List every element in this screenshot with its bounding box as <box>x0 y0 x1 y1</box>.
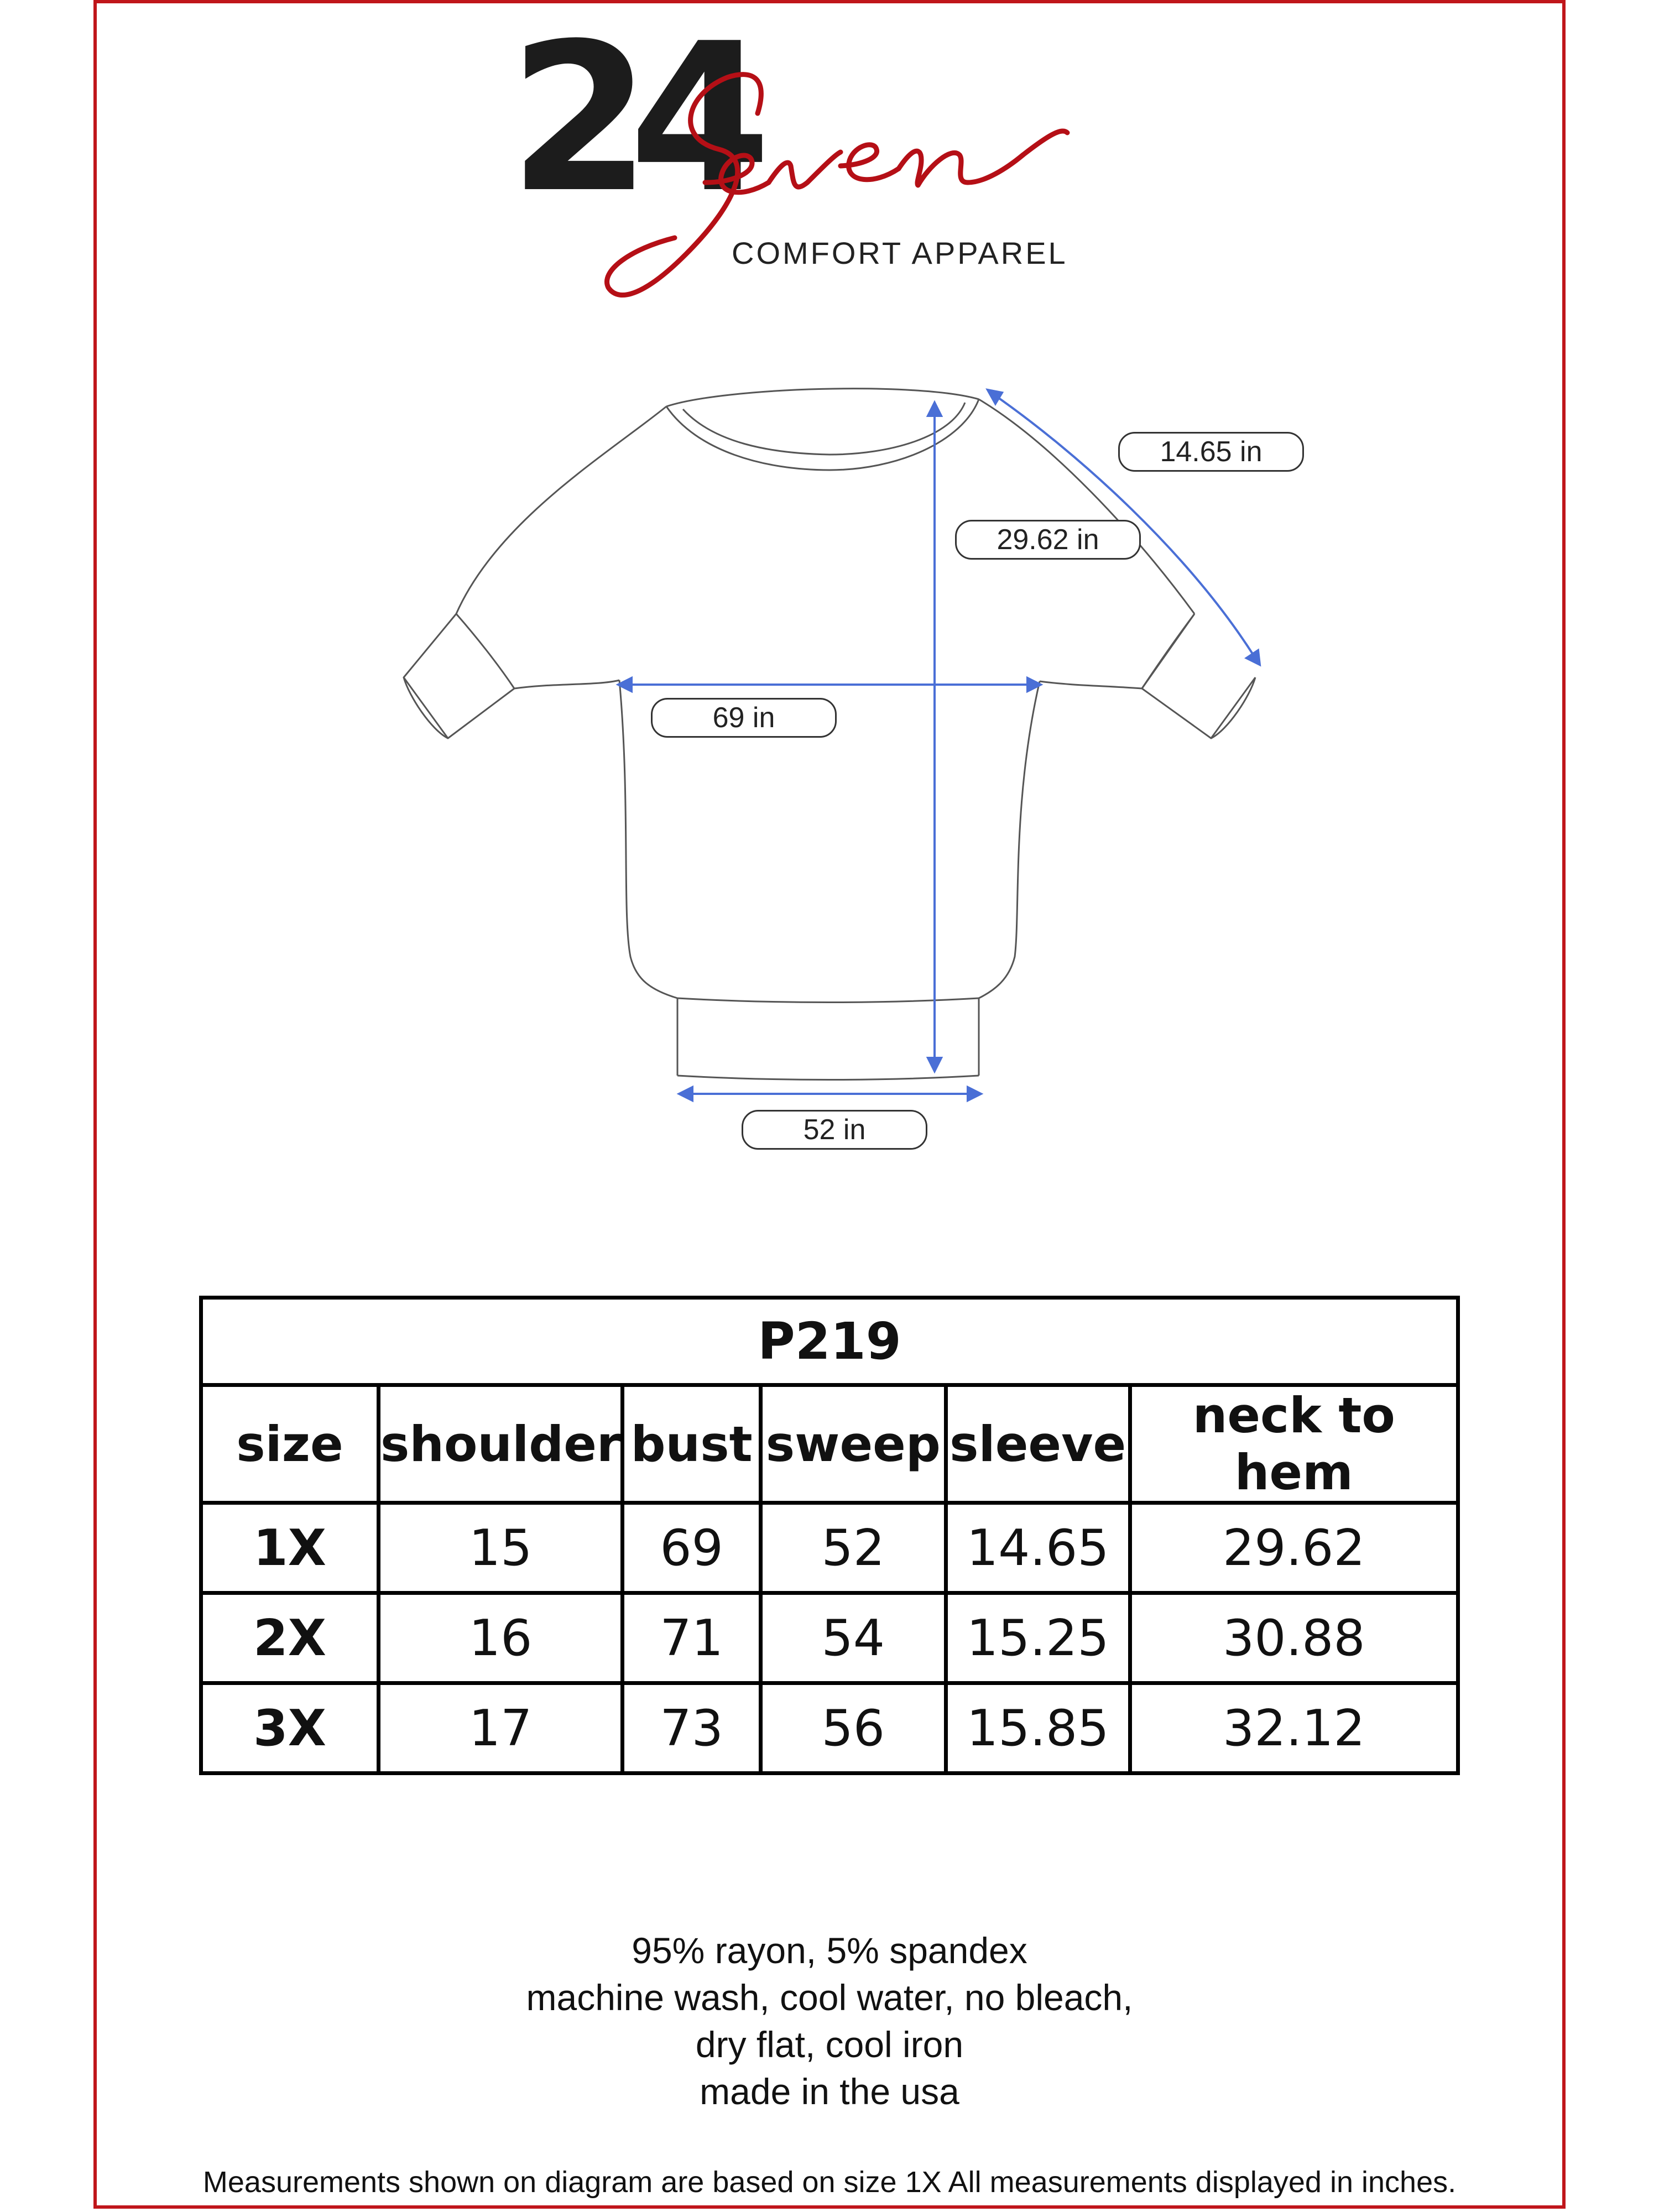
neckline-top <box>666 389 979 406</box>
table-cell: 15.25 <box>946 1593 1130 1683</box>
column-header: sweep <box>760 1385 946 1503</box>
table-cell: 71 <box>623 1593 761 1683</box>
neck-to-hem-measure-label: 29.62 in <box>955 520 1141 560</box>
measurement-footnote: Measurements shown on diagram are based on size 1X All measurements displayed in inches. <box>202 2166 1457 2199</box>
logo-tagline: COMFORT APPAREL <box>732 236 1068 270</box>
table-cell: 73 <box>623 1683 761 1773</box>
column-header: sleeve <box>946 1385 1130 1503</box>
bust-measure-label: 69 in <box>651 698 837 738</box>
left-cuff <box>404 614 514 738</box>
care-instructions <box>0 1927 1659 2115</box>
table-cell: 29.62 <box>1130 1503 1458 1593</box>
table-row <box>201 1503 1458 1593</box>
table-row <box>201 1593 1458 1683</box>
neckline-band-inner <box>683 403 965 455</box>
table-cell: 32.12 <box>1130 1683 1458 1773</box>
wash-instructions: machine wash, cool water, no bleach, <box>526 1977 1133 2018</box>
body-right-side <box>979 681 1040 998</box>
column-header: bust <box>623 1385 761 1503</box>
table-cell: 16 <box>378 1593 622 1683</box>
size-chart-table <box>199 1296 1460 1775</box>
table-cell: 17 <box>378 1683 622 1773</box>
table-cell: 56 <box>760 1683 946 1773</box>
left-underarm <box>514 680 619 688</box>
table-cell: 15 <box>378 1503 622 1593</box>
size-cell: 2X <box>201 1593 379 1683</box>
style-code: P219 <box>201 1298 1458 1385</box>
size-cell: 3X <box>201 1683 379 1773</box>
column-header: shoulder <box>378 1385 622 1503</box>
table-header-row <box>201 1385 1458 1503</box>
table-cell: 15.85 <box>946 1683 1130 1773</box>
table-cell: 52 <box>760 1503 946 1593</box>
origin: made in the usa <box>700 2071 959 2112</box>
fabric-content: 95% rayon, 5% spandex <box>632 1930 1027 1971</box>
table-cell: 69 <box>623 1503 761 1593</box>
hem-band-bottom <box>677 1076 979 1080</box>
sweep-measure-label: 52 in <box>742 1110 927 1150</box>
sleeve-measure-label: 14.65 in <box>1118 432 1304 472</box>
dry-instructions: dry flat, cool iron <box>695 2024 964 2065</box>
column-header: neck to hem <box>1130 1385 1458 1503</box>
size-cell: 1X <box>201 1503 379 1593</box>
table-row <box>201 1683 1458 1773</box>
right-underarm <box>1040 681 1142 688</box>
logo-number: 24 <box>509 0 749 238</box>
table-cell: 54 <box>760 1593 946 1683</box>
table-cell: 14.65 <box>946 1503 1130 1593</box>
table-cell: 30.88 <box>1130 1593 1458 1683</box>
left-sleeve-top <box>456 406 666 614</box>
column-header: size <box>201 1385 379 1503</box>
